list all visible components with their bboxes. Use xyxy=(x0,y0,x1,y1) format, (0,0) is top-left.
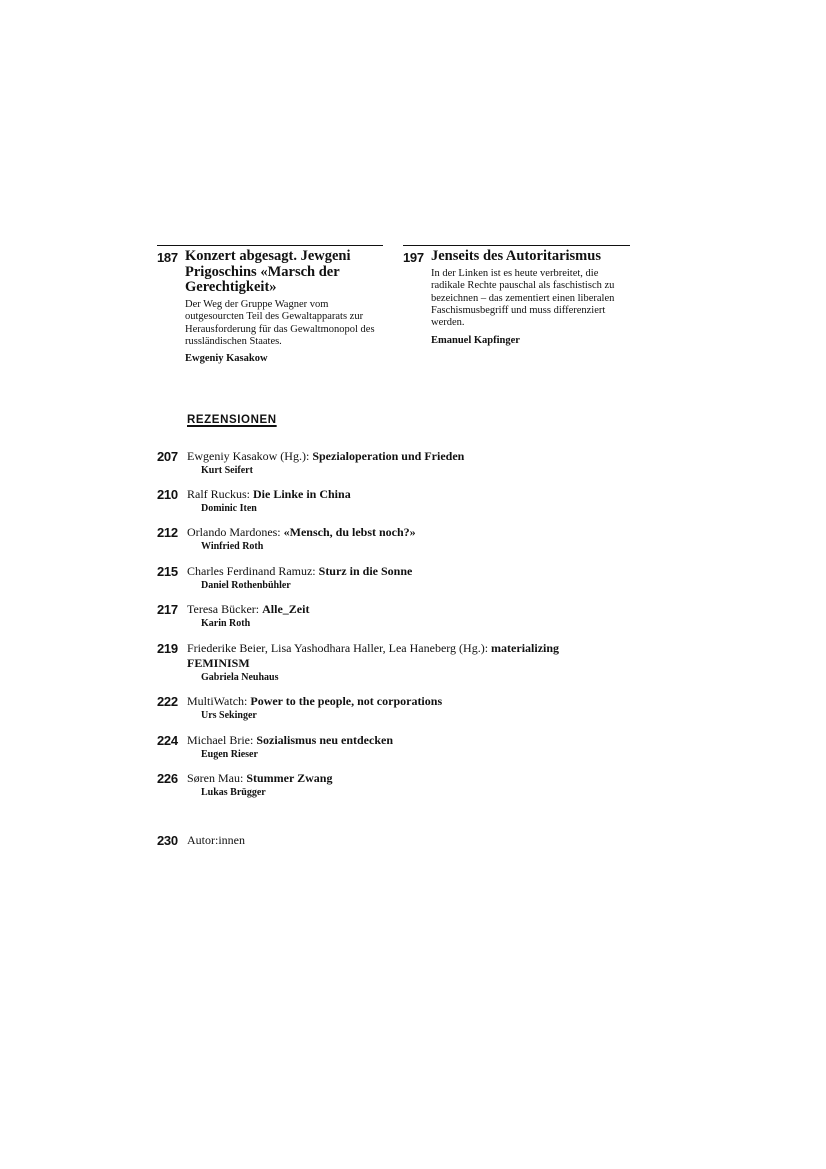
book-title: Stummer Zwang xyxy=(246,771,333,785)
book-author: Teresa Bücker: xyxy=(187,602,260,616)
book-title: Sozialismus neu entdecken xyxy=(256,733,393,747)
book-author: Friederike Beier, Lisa Yashodhara Haller, Lea Haneberg (Hg.): xyxy=(187,641,489,655)
review-entry[interactable] xyxy=(157,449,627,478)
article-author: Emanuel Kapfinger xyxy=(431,335,520,346)
book-title: Alle_Zeit xyxy=(262,602,310,616)
page-number: 187 xyxy=(157,250,178,265)
book-author: Michael Brie: xyxy=(187,733,254,747)
review-citation xyxy=(187,602,627,617)
reviewer-name: Winfried Roth xyxy=(201,541,264,552)
review-citation xyxy=(187,525,627,540)
page-number: 207 xyxy=(157,449,178,464)
review-citation xyxy=(187,694,627,709)
reviewer-name: Gabriela Neuhaus xyxy=(201,672,279,683)
review-citation xyxy=(187,641,617,671)
reviewer-name: Kurt Seifert xyxy=(201,465,253,476)
review-entry[interactable] xyxy=(157,771,627,800)
book-title: «Mensch, du lebst noch?» xyxy=(283,525,416,539)
review-entry[interactable] xyxy=(157,602,627,631)
article-title[interactable]: Jenseits des Autoritarismus xyxy=(431,248,601,264)
reviewer-name: Lukas Brügger xyxy=(201,787,266,798)
book-author: Ralf Ruckus: xyxy=(187,487,250,501)
page-number: 212 xyxy=(157,525,178,540)
reviewer-name: Urs Sekinger xyxy=(201,710,257,721)
book-author: Orlando Mardones: xyxy=(187,525,281,539)
article-description: In der Linken ist es heute verbreitet, die radikale Rechte pauschal als faschistisch zu bezeichnen – das zementiert einen liberalen Faschismusbegriff und muss differenziert werden. xyxy=(431,268,615,329)
book-title: Sturz in die Sonne xyxy=(318,564,413,578)
reviewer-name: Daniel Rothenbühler xyxy=(201,580,291,591)
reviews-heading: REZENSIONEN xyxy=(187,414,277,426)
page-number: 197 xyxy=(403,250,424,265)
review-citation xyxy=(187,449,627,464)
book-title: Die Linke in China xyxy=(253,487,351,501)
page-number: 215 xyxy=(157,564,178,579)
book-title: materializing FEMINISM xyxy=(187,641,560,670)
review-citation xyxy=(187,487,627,502)
page-number: 219 xyxy=(157,641,178,656)
review-entry[interactable] xyxy=(157,694,627,723)
review-citation xyxy=(187,564,627,579)
reviewer-name: Karin Roth xyxy=(201,618,251,629)
authors-label: Autor:innen xyxy=(187,833,245,847)
reviewer-name: Dominic Iten xyxy=(201,503,257,514)
feature-article-197[interactable] xyxy=(403,245,630,356)
article-description: Der Weg der Gruppe Wagner vom outgesourcten Teil des Gewaltapparats zur Herausforderung für das Gewaltmonopol des russländischen Staates. xyxy=(185,299,375,347)
review-entry[interactable] xyxy=(157,525,627,554)
page-number: 230 xyxy=(157,833,178,848)
book-title: Power to the people, not corporations xyxy=(250,694,443,708)
page-number: 222 xyxy=(157,694,178,709)
review-citation xyxy=(187,733,627,748)
feature-article-187[interactable] xyxy=(157,245,383,376)
page-number: 210 xyxy=(157,487,178,502)
review-entry[interactable] xyxy=(157,641,627,685)
page-number: 226 xyxy=(157,771,178,786)
article-author: Ewgeniy Kasakow xyxy=(185,353,268,364)
article-title[interactable]: Konzert abgesagt. Jewgeni Prigoschins «Marsch der Gerechtigkeit» xyxy=(185,248,351,295)
reviewer-name: Eugen Rieser xyxy=(201,749,258,760)
review-citation xyxy=(187,771,627,786)
book-title: Spezialoperation und Frieden xyxy=(312,449,465,463)
review-entry[interactable] xyxy=(157,487,627,516)
review-entry[interactable] xyxy=(157,564,627,593)
page-number: 224 xyxy=(157,733,178,748)
review-entry[interactable] xyxy=(157,733,627,762)
authors-entry[interactable] xyxy=(157,833,627,848)
book-author: Søren Mau: xyxy=(187,771,244,785)
book-author: MultiWatch: xyxy=(187,694,248,708)
book-author: Charles Ferdinand Ramuz: xyxy=(187,564,316,578)
book-author: Ewgeniy Kasakow (Hg.): xyxy=(187,449,310,463)
page-number: 217 xyxy=(157,602,178,617)
